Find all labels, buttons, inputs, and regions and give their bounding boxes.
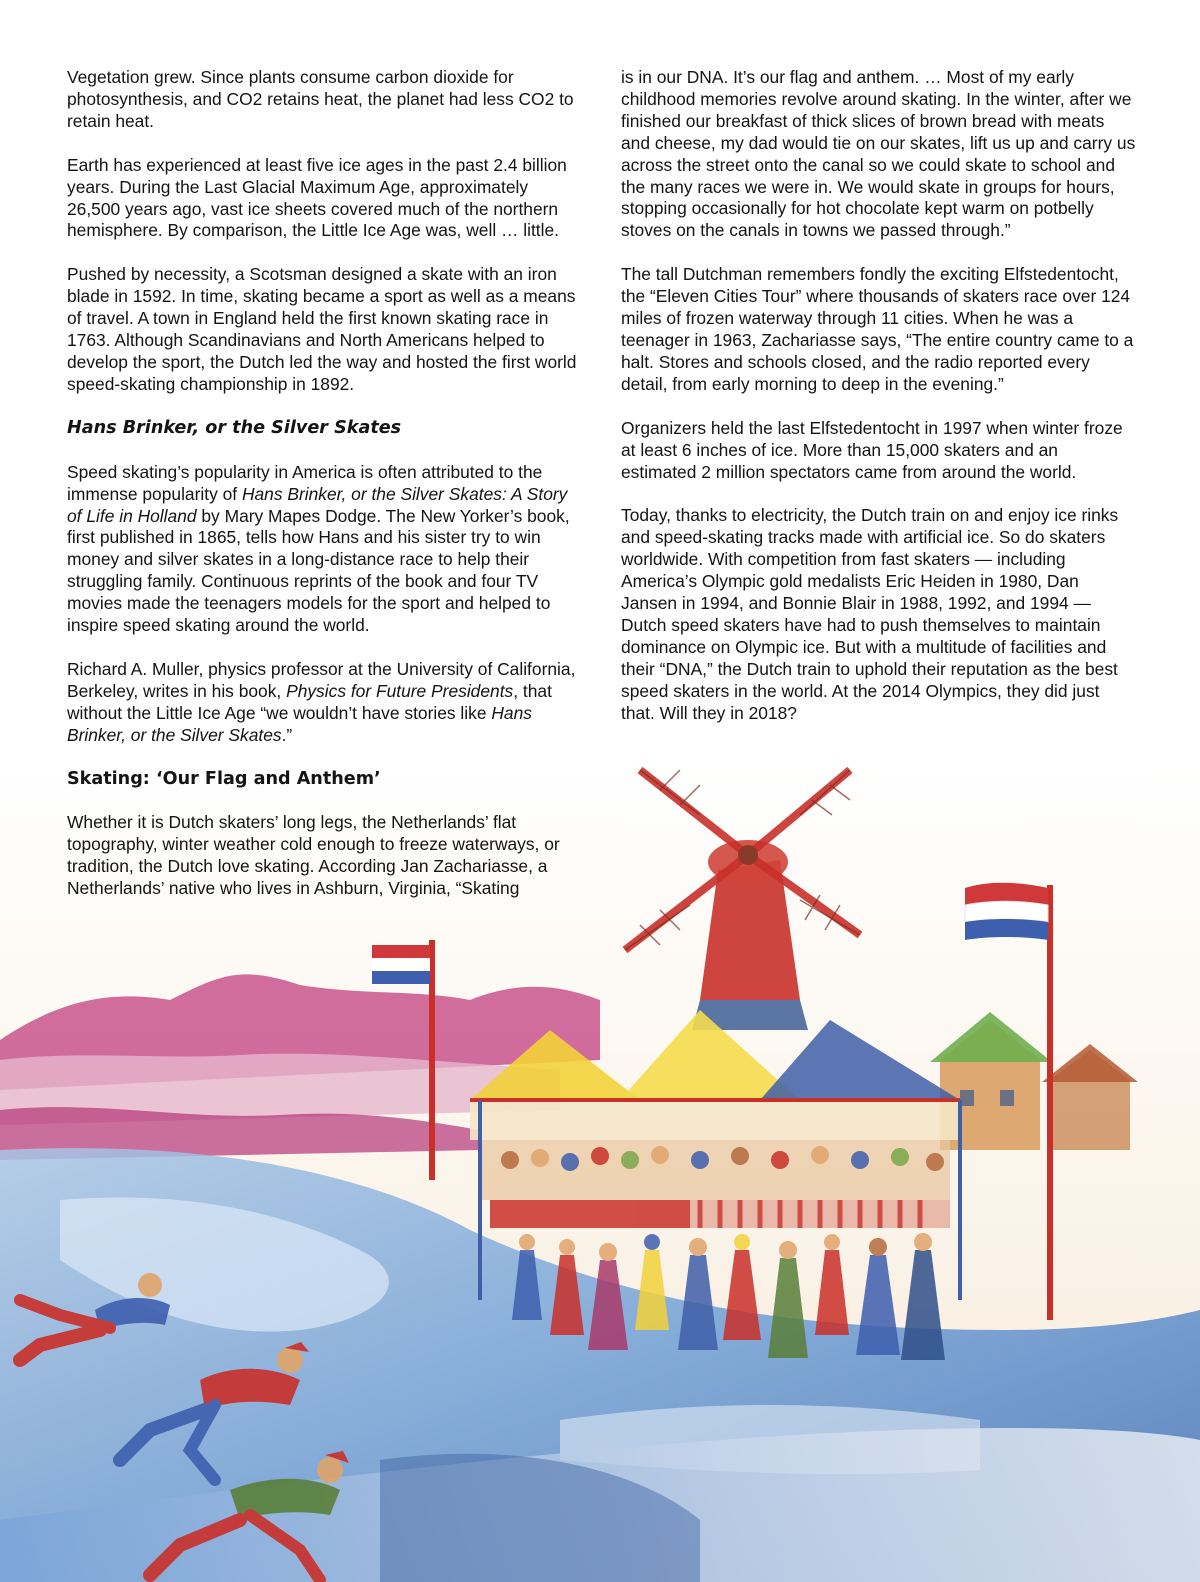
paragraph: is in our DNA. It’s our flag and anthem. … Most of my early childhood memories revolve around skating. In the winter, after we finished our breakfast of thick slices of brown bread with meats and cheese, my dad would tie on our skates, lift us up and carry us across the street onto the canal so we could skate to school and the many races we were in. We would skate in groups for hours, stopping occasionally for hot chocolate kept warm on potbelly stoves on the canals in towns we passed through.” <box>621 67 1136 241</box>
section-heading-flag-and-anthem: Skating: ‘Our Flag and Anthem’ <box>67 768 381 789</box>
paragraph: Vegetation grew. Since plants consume carbon dioxide for photosynthesis, and CO2 retains heat, the planet had less CO2 to retain heat. <box>67 67 574 131</box>
paragraph: Speed skating’s popularity in America is often attributed to the immense popularity of Hans Brinker, or the Silver Skates: A Story of Life in Holland by Mary Mapes Dodge. The New Yorker’s book, first published in 1865, tells how Hans and his sister try to win money and silver skates in a long-distance race to help their struggling family. Continuous reprints of the book and four TV movies made the teenagers models for the sport and helped to inspire speed skating around the world. <box>67 461 570 636</box>
paragraph: Today, thanks to electricity, the Dutch train on and enjoy ice rinks and speed-skating tracks made with artificial ice. So do skaters worldwide. With competition from fast skaters — including America’s Olympic gold medalists Eric Heiden in 1980, Dan Jansen in 1994, and Bonnie Blair in 1988, 1992, and 1994 — Dutch speed skaters have had to push themselves to maintain dominance on Olympic ice. But with a multitude of facilities and their “DNA,” the Dutch train to uphold their reputation as the best speed skaters in the world. At the 2014 Olympics, they did just that. Will they in 2018? <box>621 505 1119 723</box>
book-title: Hans Brinker, or the Silver Skates <box>67 702 532 745</box>
paragraph: Richard A. Muller, physics professor at the University of California, Berkeley, writes in his book, Physics for Future Presidents, that without the Little Ice Age “we wouldn’t have stories like Hans Brinker, or the Silver Skates.” <box>67 658 576 745</box>
book-title: Hans Brinker, or the Silver Skates: A Story of Life in Holland <box>67 483 568 526</box>
section-heading-hans-brinker: Hans Brinker, or the Silver Skates <box>67 417 402 438</box>
text-column-left <box>67 67 579 922</box>
paragraph: Earth has experienced at least five ice ages in the past 2.4 billion years. During the Last Glacial Maximum Age, approximately 26,500 years ago, vast ice sheets covered much of the northern hemisphere. By comparison, the Little Ice Age was, well … little. <box>67 154 567 241</box>
paragraph: Whether it is Dutch skaters’ long legs, the Netherlands’ flat topography, winter weather cold enough to freeze waterways, or tradition, the Dutch love skating. According Jan Zachariasse, a Netherlands’ native who lives in Ashburn, Virginia, “Skating <box>67 812 560 899</box>
paragraph: Pushed by necessity, a Scotsman designed a skate with an iron blade in 1592. In time, skating became a sport as well as a means of travel. A town in England held the first known skating race in 1763. Although Scandinavians and North Americans helped to develop the sport, the Dutch led the way and hosted the first world speed-skating championship in 1892. <box>67 264 577 394</box>
book-title: Physics for Future Presidents <box>286 680 514 701</box>
paragraph: The tall Dutchman remembers fondly the exciting Elfstedentocht, the “Eleven Cities Tour” where thousands of skaters race over 124 miles of frozen waterway through 11 cities. When he was a teenager in 1963, Zachariasse says, “The entire country came to a halt. Stores and schools closed, and the radio reported every detail, from early morning to deep in the evening.” <box>621 264 1134 394</box>
text-column-right <box>621 67 1137 746</box>
paragraph: Organizers held the last Elfstedentocht in 1997 when winter froze at least 6 inches of ice. More than 15,000 skaters and an estimated 2 million spectators came from around the world. <box>621 417 1123 482</box>
